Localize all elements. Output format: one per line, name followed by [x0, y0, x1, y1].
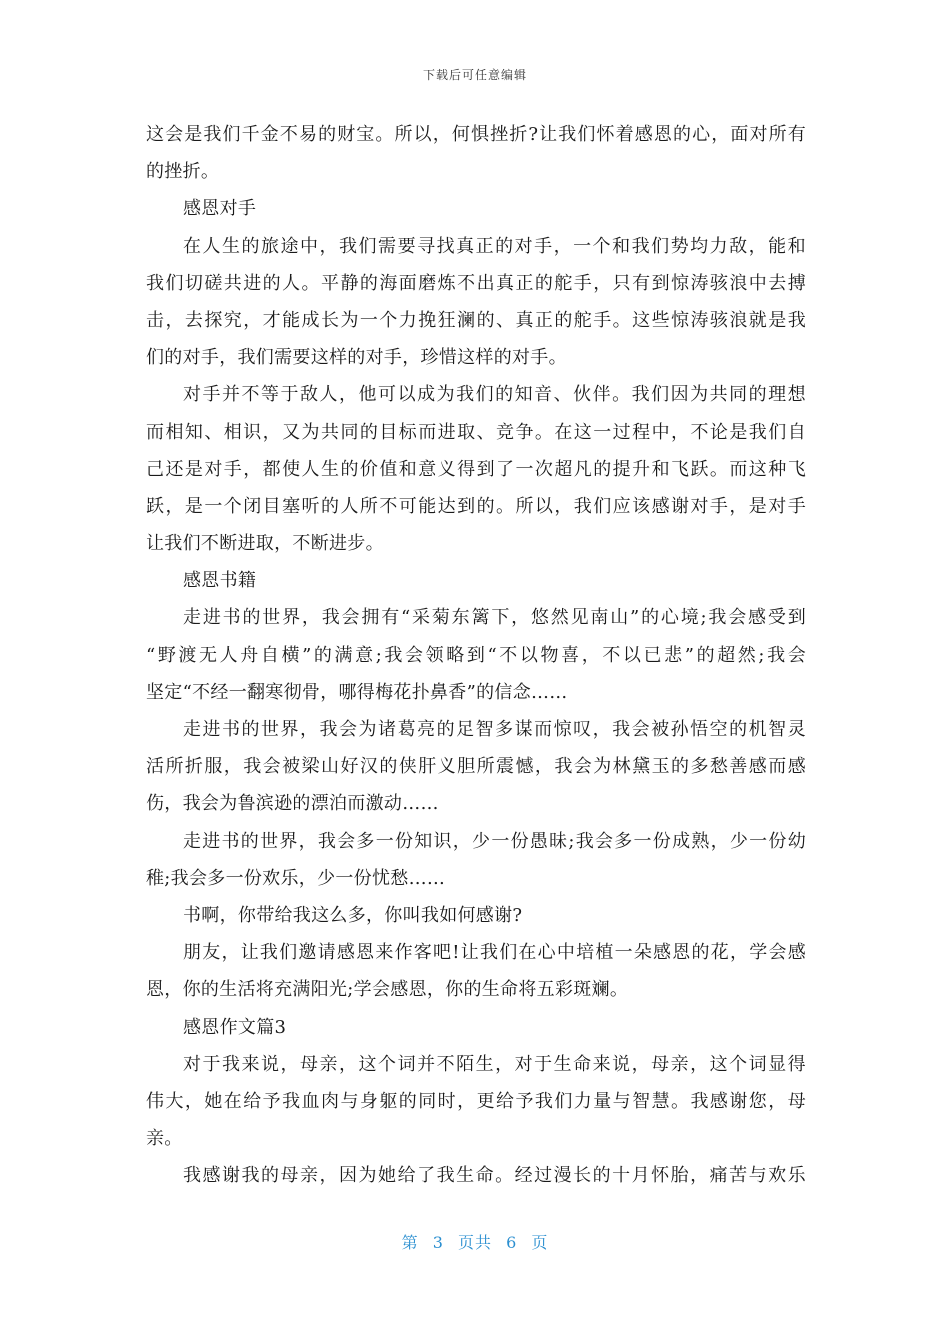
- text-line: 活所折服，我会被梁山好汉的侠肝义胆所震憾，我会为林黛玉的多愁善感而感: [146, 756, 806, 778]
- text-line: 伟大，她在给予我血肉与身躯的同时，更给予我们力量与智慧。我感谢您，母: [146, 1090, 806, 1112]
- document-body: [146, 116, 806, 1194]
- text-line: 对手并不等于敌人，他可以成为我们的知音、伙伴。我们因为共同的理想: [183, 384, 806, 406]
- text-line: 稚;我会多一份欢乐，少一份忧愁……: [146, 867, 446, 889]
- text-line: 感恩对手: [183, 198, 257, 220]
- text-line: 们的对手，我们需要这样的对手，珍惜这样的对手。: [146, 347, 567, 369]
- text-line: 我感谢我的母亲，因为她给了我生命。经过漫长的十月怀胎，痛苦与欢乐: [183, 1165, 806, 1187]
- text-line: 让我们不断进取，不断进步。: [146, 533, 384, 555]
- page-header: 下载后可任意编辑: [422, 68, 527, 82]
- text-line: 亲。: [146, 1128, 183, 1150]
- text-line: 而相知、相识，又为共同的目标而进取、竞争。在这一过程中，不论是我们自: [146, 421, 806, 443]
- text-line: 对于我来说，母亲，这个词并不陌生，对于生命来说，母亲，这个词显得: [183, 1053, 806, 1075]
- text-line: 跃，是一个闭目塞听的人所不可能达到的。所以，我们应该感谢对手，是对手: [146, 495, 806, 517]
- text-line: 在人生的旅途中，我们需要寻找真正的对手，一个和我们势均力敌，能和: [183, 235, 806, 257]
- text-line: 恩，你的生活将充满阳光;学会感恩，你的生命将五彩斑斓。: [146, 979, 629, 1001]
- text-line: 朋友，让我们邀请感恩来作客吧!让我们在心中培植一朵感恩的花，学会感: [183, 942, 806, 964]
- text-line: 坚定“不经一翻寒彻骨，哪得梅花扑鼻香”的信念……: [146, 681, 568, 703]
- text-line: 我们切磋共进的人。平静的海面磨炼不出真正的舵手，只有到惊涛骇浪中去搏: [146, 272, 806, 294]
- text-line: 己还是对手，都使人生的价值和意义得到了一次超凡的提升和飞跃。而这种飞: [146, 458, 806, 480]
- text-line: 走进书的世界，我会拥有“采菊东篱下，悠然见南山”的心境;我会感受到: [183, 607, 806, 629]
- text-line: 走进书的世界，我会为诸葛亮的足智多谋而惊叹，我会被孙悟空的机智灵: [183, 719, 806, 740]
- text-line: 感恩作文篇3: [183, 1016, 287, 1038]
- text-line: 感恩书籍: [183, 570, 257, 592]
- text-line: 的挫折。: [146, 161, 220, 183]
- text-line: 这会是我们千金不易的财宝。所以，何惧挫折?让我们怀着感恩的心，面对所有: [146, 124, 806, 145]
- text-line: “野渡无人舟自横”的满意;我会领略到“不以物喜，不以已悲”的超然;我会: [146, 644, 806, 666]
- text-line: 击，去探究，才能成长为一个力挽狂澜的、真正的舵手。这些惊涛骇浪就是我: [146, 309, 806, 331]
- text-line: 书啊，你带给我这么多，你叫我如何感谢?: [183, 904, 523, 926]
- text-line: 伤，我会为鲁滨逊的漂泊而激动……: [146, 793, 439, 815]
- text-line: 走进书的世界，我会多一份知识，少一份愚昧;我会多一份成熟，少一份幼: [183, 830, 806, 852]
- page-footer: 第 3 页共 6 页: [401, 1233, 549, 1252]
